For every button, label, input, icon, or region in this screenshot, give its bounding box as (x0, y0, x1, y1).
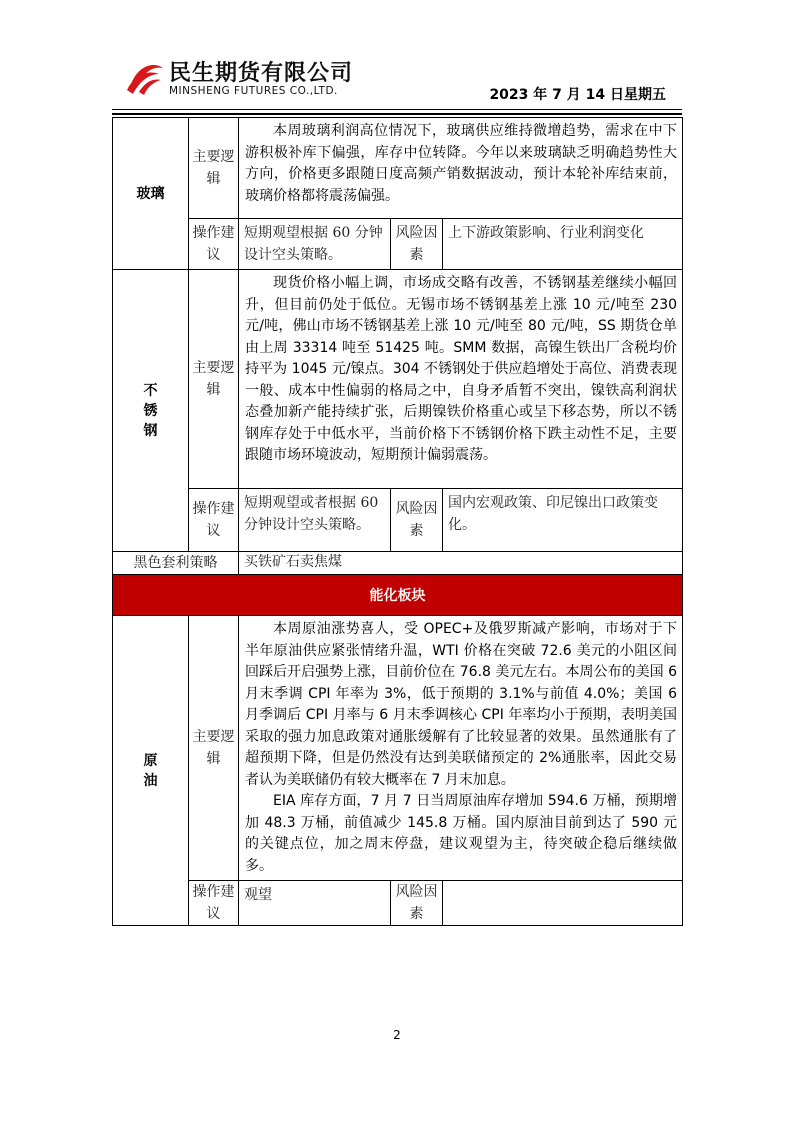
black-arb-row (113, 552, 683, 575)
steel-risk-text: 国内宏观政策、印尼镍出口政策变化。 (443, 489, 683, 552)
crude-logic-text (239, 616, 683, 881)
company-logo (125, 56, 365, 102)
page-number: 2 (393, 1028, 401, 1042)
steel-logic-label: 主要逻辑 (189, 270, 239, 489)
crude-op-row (113, 881, 683, 926)
energy-sector-title: 能化板块 (113, 575, 683, 616)
crude-op-label: 操作建议 (189, 881, 239, 926)
steel-op-text: 短期观望或者根据 60 分钟设计空头策略。 (239, 489, 391, 552)
black-arb-value: 买铁矿石卖焦煤 (239, 552, 683, 575)
glass-logic-label: 主要逻辑 (189, 118, 239, 219)
glass-risk-text: 上下游政策影响、行业利润变化 (443, 219, 683, 270)
crude-logic-label: 主要逻辑 (189, 616, 239, 881)
energy-sector-row (113, 575, 683, 616)
black-arb-label: 黑色套利策略 (113, 552, 239, 575)
crude-logic-paragraph-2: EIA 库存方面，7 月 7 日当周原油库存增加 594.6 万桶，预期增加 48.3 万桶，前值减少 145.8 万桶。国内原油目前到达了 590 元的关键点位，加之周末停盘，建议观望为主，待突破企稳后继续做多。 (245, 793, 678, 874)
logo-company-name-en: MINSHENG FUTURES CO.,LTD. (169, 85, 338, 97)
crude-op-text: 观望 (239, 881, 391, 926)
steel-risk-label: 风险因素 (391, 489, 443, 552)
header-rule-thick (112, 113, 682, 115)
crude-risk-text (443, 881, 683, 926)
header-rule (112, 109, 682, 110)
steel-logic-paragraph: 现货价格小幅上调，市场成交略有改善，不锈钢基差继续小幅回升，但目前仍处于低位。无锡市场不锈钢基差上涨 10 元/吨至 230 元/吨，佛山市场不锈钢基差上涨 10 元/吨至 80 元/吨，SS 期货仓单由上周 33314 吨至 51425 吨。SMM 数据，高镍生铁出厂含税均价持平为 1045 元/镍点。304 不锈钢处于供应趋增处于高位、消费表现一般、成本中性偏弱的格局之中，自身矛盾暂不突出，镍铁高利润状态叠加新产能持续扩张，后期镍铁价格重心或呈下移态势，所以不锈钢库存处于中低水平，当前价格下不锈钢价格下跌主动性不足，主要跟随市场环境波动，短期预计偏弱震荡。 (245, 275, 678, 463)
steel-logic-text (239, 270, 683, 489)
glass-logic-row (113, 118, 683, 219)
logo-company-name-cn: 民生期货有限公司 (169, 61, 354, 86)
glass-risk-label: 风险因素 (391, 219, 443, 270)
analysis-table (112, 117, 683, 926)
crude-category-text: 原油 (143, 752, 158, 789)
minsheng-logo-icon (125, 58, 165, 96)
glass-category: 玻璃 (113, 118, 189, 270)
steel-op-label: 操作建议 (189, 489, 239, 552)
crude-risk-label: 风险因素 (391, 881, 443, 926)
glass-op-label: 操作建议 (189, 219, 239, 270)
steel-op-row (113, 489, 683, 552)
crude-logic-paragraph-1: 本周原油涨势喜人，受 OPEC+及俄罗斯减产影响，市场对于下半年原油供应紧张情绪升温，WTI 价格在突破 72.6 美元的小阻区间回踩后开启强势上涨，目前价位在 76.8 美元左右。本周公布的美国 6 月末季调 CPI 年率为 3%，低于预期的 3.1%与前值 4.0%；美国 6 月季调后 CPI 月率与 6 月末季调核心 CPI 年率均小于预期，表明美国采取的强力加息政策对通胀缓解有了比较显著的效果。虽然通胀有了超预期下降，但是仍然没有达到美联储预定的 2%通胀率，因此交易者认为美联储仍有较大概率在 7 月末加息。 (245, 621, 678, 788)
crude-category (113, 616, 189, 926)
steel-logic-row (113, 270, 683, 489)
crude-logic-row (113, 616, 683, 881)
glass-op-row (113, 219, 683, 270)
glass-op-text: 短期观望根据 60 分钟设计空头策略。 (239, 219, 391, 270)
steel-category (113, 270, 189, 552)
glass-logic-paragraph: 本周玻璃利润高位情况下，玻璃供应维持微增趋势，需求在中下游积极补库下偏强，库存中位转降。今年以来玻璃缺乏明确趋势性大方向，价格更多跟随日度高频产销数据波动，预计本轮补库结束前，玻璃价格都将震荡偏强。 (245, 123, 678, 204)
steel-category-text: 不锈钢 (143, 382, 158, 439)
report-date: 2023 年 7 月 14 日星期五 (489, 87, 666, 103)
glass-logic-text (239, 118, 683, 219)
